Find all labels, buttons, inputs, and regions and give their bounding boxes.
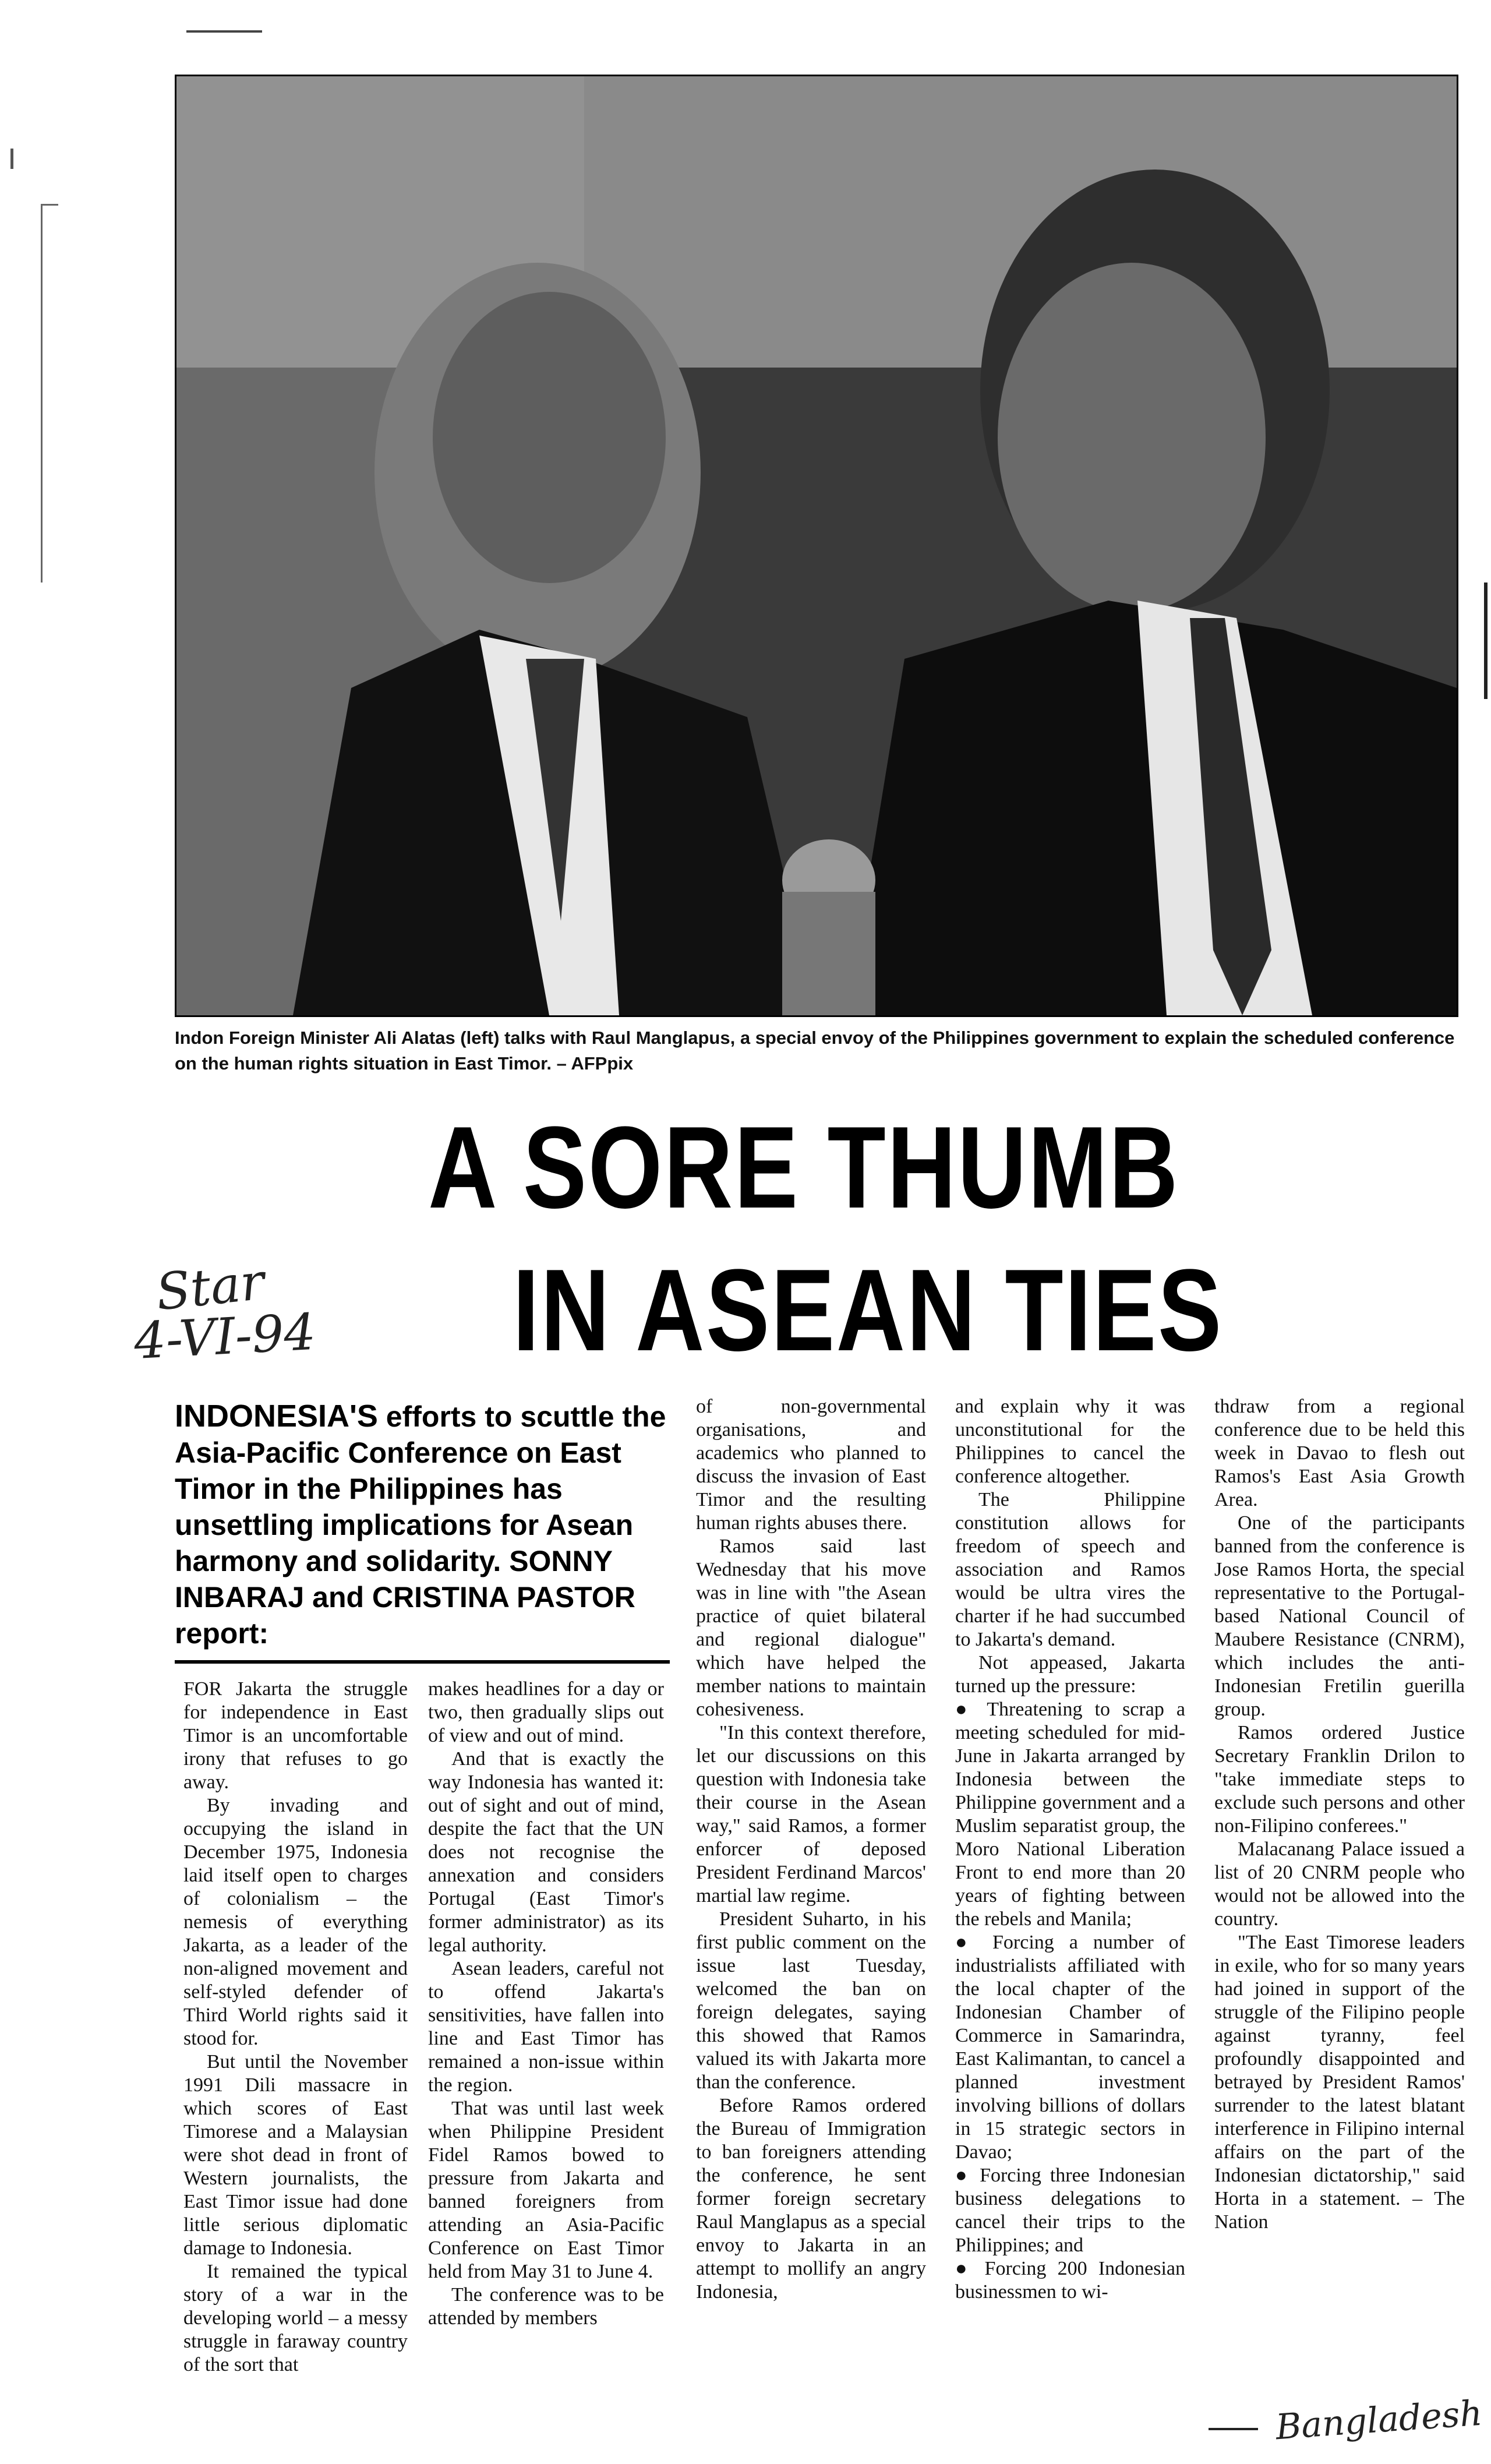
intro-text: efforts to scuttle the Asia-Pacific Conference on East Timor in the Philippines has unsettling implications for Asean harmony and solidarity. SONNY INBARAJ and CRISTINA PASTOR report:	[175, 1400, 666, 1650]
article-column-4	[955, 1395, 1185, 2304]
paragraph: FOR Jakarta the struggle for independence in East Timor is an uncomfortable irony that refuses to go away.	[183, 1678, 408, 1793]
headline-line-1: A SORE THUMB	[428, 1103, 1179, 1233]
scan-edge-bar	[1484, 583, 1488, 699]
article-intro	[175, 1398, 670, 1651]
news-photo	[175, 75, 1458, 1017]
bullet-item: ● Forcing a number of industrialists affiliated with the local chapter of the Indonesian Chamber of Commerce in Samarindra, East Kalimantan, to cancel a planned investment involving billions of dollars in 15 strategic sectors in Davao;	[955, 1931, 1185, 2164]
bullet-item: ● Forcing 200 Indonesian businessmen to wi-	[955, 2257, 1185, 2304]
article-column-5	[1214, 1395, 1465, 2234]
paragraph: thdraw from a regional conference due to be held this week in Davao to flesh out Ramos's East Asia Growth Area.	[1214, 1396, 1465, 1510]
paragraph: It remained the typical story of a war in the developing world – a messy struggle in faraway country of the sort that	[183, 2261, 408, 2375]
scan-margin-mark	[10, 149, 13, 169]
bullet-item: ● Threatening to scrap a meeting scheduled for mid-June in Jakarta arranged by Indonesia between the Philippine government and a Muslim separatist group, the Moro National Liberation Front to end more than 20 years of fighting between the rebels and Manila;	[955, 1698, 1185, 1931]
intro-rule	[175, 1660, 670, 1664]
paragraph: Malacanang Palace issued a list of 20 CNRM people who would not be allowed into the country.	[1214, 1838, 1465, 1930]
paragraph: of non-governmental organisations, and academics who planned to discuss the invasion of East Timor and the resulting human rights abuses there.	[696, 1396, 926, 1534]
handwritten-source: Star	[153, 1252, 267, 1322]
paragraph: But until the November 1991 Dili massacre in which scores of East Timorese and a Malaysian were shot dead in front of Western journalists, the East Timor issue had done little serious diplomatic damage to Indonesia.	[183, 2051, 408, 2259]
scan-margin-bracket	[41, 204, 43, 583]
photo-icon	[176, 76, 1457, 1015]
paragraph: Not appeased, Jakarta turned up the pressure:	[955, 1652, 1185, 1697]
clipping-top-rule	[186, 30, 262, 33]
paragraph: makes headlines for a day or two, then gradually slips out of view and out of mind.	[428, 1678, 664, 1746]
paragraph: Before Ramos ordered the Bureau of Immigration to ban foreigners attending the conference, he sent former foreign secretary Raul Manglapus as a special envoy to Jakarta in an attempt to mollify an angry Indonesia,	[696, 2095, 926, 2303]
article-column-2	[428, 1678, 664, 2330]
paragraph: "In this context therefore, let our discussions on this question with Indonesia take their course in the Asean way," said Ramos, a former enforcer of deposed President Ferdinand Marcos' martial law regime.	[696, 1722, 926, 1907]
paragraph: And that is exactly the way Indonesia has wanted it: out of sight and out of mind, despite the fact that the UN does not recognise the annexation and considers Portugal (East Timor's former administrator) as its legal authority.	[428, 1748, 664, 1956]
paragraph: President Suharto, in his first public comment on the issue last Tuesday, welcomed the ban on foreign delegates, saying this showed that Ramos valued its with Jakarta more than the conference.	[696, 1908, 926, 2093]
article-column-1	[183, 1678, 408, 2377]
bullet-item: ● Forcing three Indonesian business delegations to cancel their trips to the Philippines; and	[955, 2164, 1185, 2257]
paragraph: Ramos ordered Justice Secretary Franklin Drilon to "take immediate steps to exclude such persons and other non-Filipino conferees."	[1214, 1722, 1465, 1837]
paragraph: "The East Timorese leaders in exile, who for so many years had joined in support of the struggle of the Filipino people against tyranny, feel profoundly disappointed and betrayed by President Ramos' surrender to the latest blatant interference in Filipino internal affairs on the part of the Indonesian dictatorship," said Horta in a statement. – The Nation	[1214, 1932, 1465, 2233]
handwritten-country: Bangladesh	[1274, 2392, 1484, 2448]
paragraph: Asean leaders, careful not to offend Jakarta's sensitivities, have fallen into line and East Timor has remained a non-issue within the region.	[428, 1958, 664, 2096]
paragraph: By invading and occupying the island in December 1975, Indonesia laid itself open to charges of colonialism – the nemesis of everything Jakarta, as a leader of the non-aligned movement and self-styled defender of Third World rights said it stood for.	[183, 1795, 408, 2049]
photo-caption: Indon Foreign Minister Ali Alatas (left) talks with Raul Manglapus, a special envoy of the Philippines government to explain the scheduled conference on the human rights situation in East Timor. – AFPpix	[175, 1028, 1455, 1074]
headline-line-2: IN ASEAN TIES	[513, 1245, 1223, 1375]
paragraph: and explain why it was unconstitutional for the Philippines to cancel the conference altogether.	[955, 1396, 1185, 1487]
paragraph: That was until last week when Philippine President Fidel Ramos bowed to pressure from Jakarta and banned foreigners from attending an Asia-Pacific Conference on East Timor held from May 31 to June 4.	[428, 2098, 664, 2282]
handwritten-date: 4-VI-94	[132, 1302, 317, 1371]
paragraph: The conference was to be attended by members	[428, 2284, 664, 2329]
intro-lead: INDONESIA'S	[175, 1399, 378, 1434]
paragraph: The Philippine constitution allows for freedom of speech and association and Ramos would be ultra vires the charter if he had succumbed to Jakarta's demand.	[955, 1489, 1185, 1650]
paragraph: One of the participants banned from the conference is Jose Ramos Horta, the special representative to the Portugal-based National Council of Maubere Resistance (CNRM), which includes the anti-Indonesian Fretilin guerilla group.	[1214, 1512, 1465, 1720]
article-column-3	[696, 1395, 926, 2304]
paragraph: Ramos said last Wednesday that his move was in line with "the Asean practice of quiet bilateral and regional dialogue" which have helped the member nations to maintain cohesiveness.	[696, 1535, 926, 1720]
handwritten-dash	[1209, 2428, 1258, 2430]
scan-margin-bracket-top	[41, 204, 58, 206]
